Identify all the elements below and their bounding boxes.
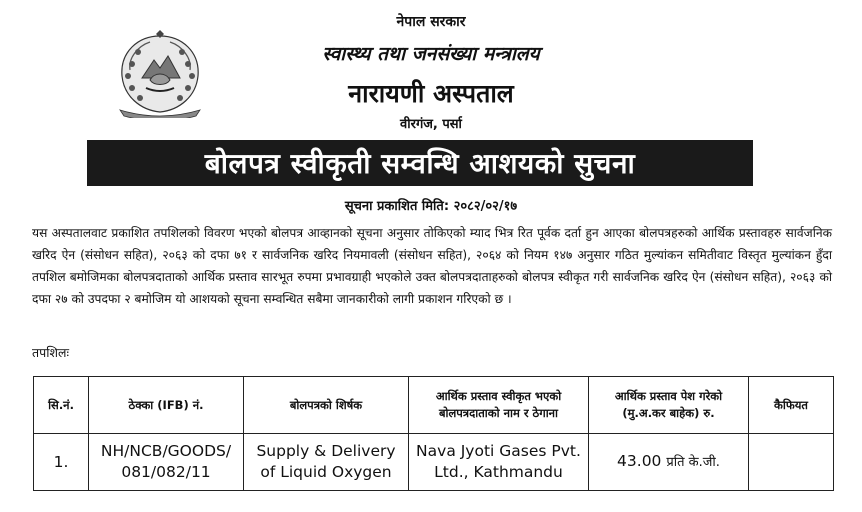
col-header-bidder-line1: आर्थिक प्रस्ताव स्वीकृत भएको <box>435 389 562 403</box>
col-header-title: बोलपत्रको शिर्षक <box>244 377 409 434</box>
cell-ifb-line1: NH/NCB/GOODS/ <box>100 442 232 460</box>
cell-ifb <box>89 434 244 491</box>
published-date <box>0 196 862 214</box>
col-header-sn: सि.नं. <box>34 377 89 434</box>
col-header-ifb: ठेक्का (IFB) नं. <box>89 377 244 434</box>
ministry-name: स्वास्थ्य तथा जनसंख्या मन्त्रालय <box>322 43 540 65</box>
col-header-bidder-line2: बोलपत्रदाताको नाम र ठेगाना <box>438 406 559 420</box>
cell-bidder-line2: Ltd., Kathmandu <box>434 463 563 481</box>
col-header-price-line2: (मु.अ.कर बाहेक) रु. <box>622 406 715 420</box>
cell-remarks <box>749 434 834 491</box>
col-header-price-line1: आर्थिक प्रस्ताव पेश गरेको <box>614 389 723 403</box>
col-header-price <box>589 377 749 434</box>
table-header-row <box>34 377 834 434</box>
cell-sn: 1. <box>34 434 89 491</box>
table-row <box>34 434 834 491</box>
cell-price-value: 43.00 <box>617 452 662 470</box>
cell-bidder <box>409 434 589 491</box>
award-table <box>33 376 834 491</box>
cell-title-line2: of Liquid Oxygen <box>260 463 392 481</box>
notice-title: बोलपत्र स्वीकृती सम्वन्धि आशयको सुचना <box>204 147 636 180</box>
cell-title <box>244 434 409 491</box>
col-header-bidder <box>409 377 589 434</box>
government-name: नेपाल सरकार <box>396 14 466 30</box>
cell-ifb-line2: 081/082/11 <box>121 463 211 481</box>
published-date-label: सूचना प्रकाशित मिति: <box>344 199 450 214</box>
notice-title-banner <box>87 140 753 186</box>
details-label: तपशिलः <box>32 345 69 360</box>
cell-price <box>589 434 749 491</box>
hospital-name: नारायणी अस्पताल <box>348 79 514 108</box>
notice-body: यस अस्पतालवाट प्रकाशित तपशिलको विवरण भएको बोलपत्र आव्हानको सूचना अनुसार तोकिएको म्याद भित्र रित पूर्वक दर्ता हुन आएका बोलपत्रहरुको आर्थिक प्रस्तावहरु सार्वजनिक खरिद ऐन (संसोधन सहित), २०६३ को दफा ७१ र सार्वजनिक खरिद नियमावली (संसोधन सहित), २०६४ को नियम १४७ अनुसार गठित मुल्यांकन समितीवाट विस्तृत मुल्यांकन हुँदा तपशिल बमोजिमका बोलपत्रदाताको आर्थिक प्रस्ताव सारभूत रुपमा प्रभावग्राही भएकोले उक्त बोलपत्रदाताहरुको बोलपत्र स्वीकृत गरी सार्वजनिक खरिद ऐन (संसोधन सहित), २०६३ को दफा २७ को उपदफा २ बमोजिम यो आशयको सूचना सम्वन्धित सबैमा जानकारीको लागी प्रकाशन गरिएको छ । <box>32 226 832 306</box>
cell-bidder-line1: Nava Jyoti Gases Pvt. <box>416 442 581 460</box>
published-date-value: २०८२/०२/१७ <box>453 199 518 214</box>
col-header-remarks: कैफियत <box>749 377 834 434</box>
cell-price-unit: प्रति के.जी. <box>666 455 720 470</box>
cell-title-line1: Supply & Delivery <box>256 442 396 460</box>
hospital-location: वीरगंज, पर्सा <box>400 117 462 132</box>
